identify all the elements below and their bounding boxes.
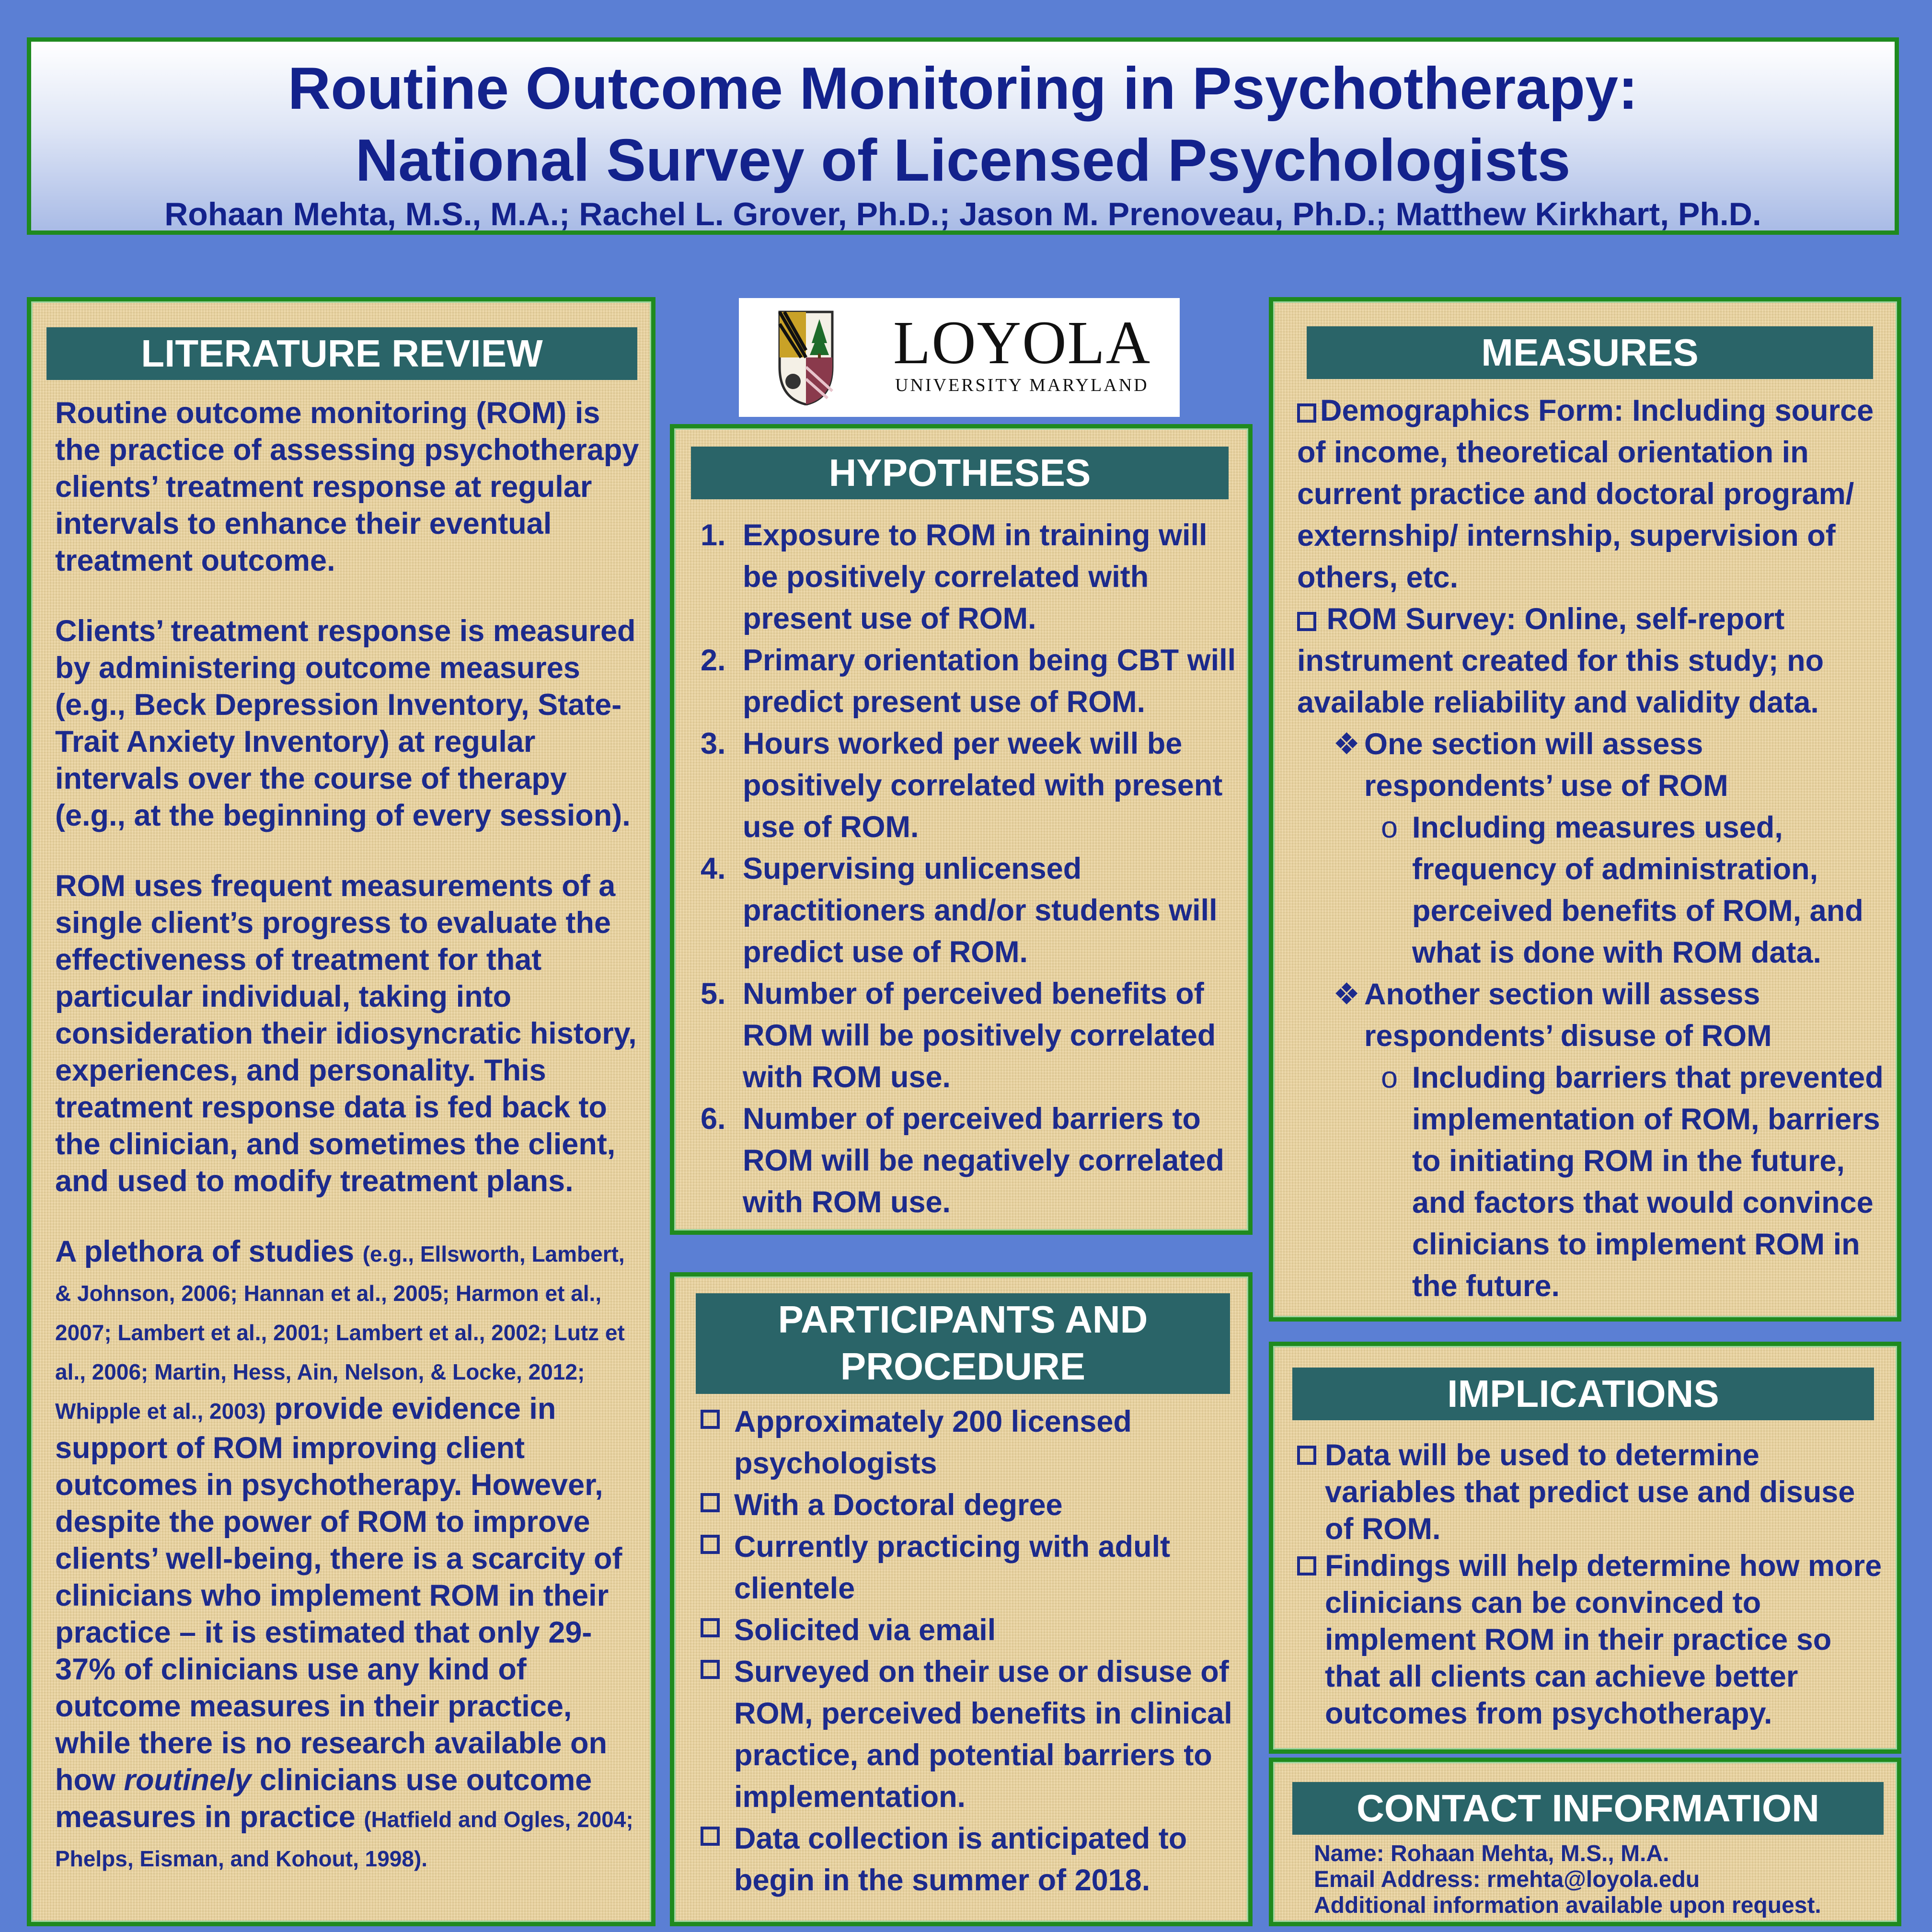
participants-list <box>701 1401 1237 1901</box>
contact-email[interactable]: Email Address: rmehta@loyola.edu <box>1314 1867 1700 1892</box>
lit-paragraph-4 <box>55 1233 642 1877</box>
hypothesis-item: 6. Number of perceived barriers to ROM will be negatively correlated with ROM use. <box>701 1102 1224 1219</box>
measure-subsubitem: o Including barriers that prevented implementation of ROM, barriers to initiating ROM in the future, and factors that would convince clinicians to implement ROM in the future. <box>1297 1057 1891 1307</box>
hypothesis-item: 4. Supervising unlicensed practitioners and/or students will predict use of ROM. <box>701 852 1218 969</box>
participant-item: Data collection is anticipated to begin in the summer of 2018. <box>701 1818 1237 1901</box>
contact-heading: CONTACT INFORMATION <box>1292 1782 1884 1835</box>
checkbox-icon <box>701 1827 720 1846</box>
checkbox-icon <box>701 1618 720 1637</box>
measures-heading: MEASURES <box>1307 326 1873 379</box>
hypothesis-item: 2. Primary orientation being CBT will predict present use of ROM. <box>701 644 1236 719</box>
lit-paragraph-2: Clients’ treatment response is measured by administering outcome measures (e.g., Beck Depression Inventory, State-Trait Anxiety Inventory) at regular intervals over the course of therapy (e.g., at the beginning of every session). <box>55 614 636 832</box>
hypotheses-panel <box>670 424 1253 1235</box>
poster-title-line1: Routine Outcome Monitoring in Psychotherapy: <box>288 56 1638 122</box>
measure-item: ROM Survey: Online, self-report instrument created for this study; no available reliability and validity data. <box>1297 602 1824 719</box>
participants-panel <box>670 1272 1253 1926</box>
contact-name: Name: Rohaan Mehta, M.S., M.A. <box>1314 1841 1669 1866</box>
checkbox-icon <box>1297 1556 1316 1576</box>
lit-p4-body: provide evidence in support of ROM improving client outcomes in psychotherapy. However, despite the power of ROM to improve clients’ well-being, there is a scarcity of clinicians who implement ROM in their practice – it is estimated that only 29-37% of clinicians use any kind of outcome measures in their practice, while there is no research available on how <box>55 1392 622 1797</box>
lit-p4-citation: (e.g., Ellsworth, Lambert, & Johnson, 2006; Hannan et al., 2005; Harmon et al., 2007; Lambert et al., 2001; Lambert et al., 2002; Lutz et al., 2006; Martin, Hess, Ain, Nelson, & Locke, 2012; Whipple et al., 2003) <box>55 1242 625 1424</box>
hypotheses-list <box>701 515 1237 1223</box>
implications-heading: IMPLICATIONS <box>1292 1368 1874 1420</box>
lit-paragraph-3: ROM uses frequent measurements of a single client’s progress to evaluate the effectiveness of treatment for that particular individual, taking into consideration their idiosyncratic history, experiences, and personality. This treatment response data is fed back to the clinician, and sometimes the client, and used to modify treatment plans. <box>55 869 637 1198</box>
checkbox-icon <box>701 1410 720 1429</box>
checkbox-icon <box>701 1493 720 1512</box>
implication-item: Data will be used to determine variables that predict use and disuse of ROM. <box>1297 1437 1891 1548</box>
contact-panel <box>1269 1758 1901 1926</box>
participant-item: Solicited via email <box>701 1610 1237 1651</box>
logo-subtitle: UNIVERSITY MARYLAND <box>895 375 1149 395</box>
participant-item: Approximately 200 licensed psychologists <box>701 1401 1237 1484</box>
checkbox-icon <box>1297 1446 1316 1465</box>
measure-item: Demographics Form: Including source of income, theoretical orientation in current practice and doctoral program/ externship/ internship, supervision of others, etc. <box>1297 394 1874 594</box>
hypothesis-item: 1. Exposure to ROM in training will be positively correlated with present use of ROM. <box>701 518 1208 635</box>
literature-review-panel <box>27 297 656 1926</box>
lit-p4-end: clinicians use outcome measures in practice <box>55 1763 592 1834</box>
participants-heading: PARTICIPANTS AND PROCEDURE <box>696 1293 1230 1394</box>
participant-item: Currently practicing with adult clientele <box>701 1526 1237 1610</box>
checkbox-icon <box>1297 612 1316 631</box>
poster-title-line2: National Survey of Licensed Psychologists <box>355 127 1571 194</box>
measures-text <box>1297 390 1891 1307</box>
lit-paragraph-1: Routine outcome monitoring (ROM) is the practice of assessing psychotherapy clients’ treatment response at regular intervals to enhance their eventual treatment outcome. <box>55 396 639 577</box>
measure-subitem: ❖ One section will assess respondents’ use of ROM <box>1297 724 1891 807</box>
measure-subitem: ❖ Another section will assess respondents’ disuse of ROM <box>1297 974 1891 1057</box>
implications-panel <box>1269 1342 1901 1754</box>
contact-text <box>1314 1841 1889 1919</box>
diamond-bullet-icon: ❖ <box>1333 978 1360 1011</box>
hypothesis-item: 5. Number of perceived benefits of ROM will be positively correlated with ROM use. <box>701 977 1216 1094</box>
literature-review-text <box>55 395 642 1877</box>
crest-icon <box>777 310 835 405</box>
lit-p4-lead: A plethora of studies <box>55 1235 355 1268</box>
participant-item: With a Doctoral degree <box>701 1484 1237 1526</box>
circle-bullet-icon: o <box>1381 811 1398 844</box>
lit-p4-emphasis: routinely <box>124 1763 252 1797</box>
literature-review-heading: LITERATURE REVIEW <box>46 327 637 380</box>
participant-item: Surveyed on their use or disuse of ROM, perceived benefits in clinical practice, and potential barriers to implementation. <box>701 1651 1237 1818</box>
implications-text <box>1297 1437 1891 1732</box>
checkbox-icon <box>1297 403 1316 423</box>
diamond-bullet-icon: ❖ <box>1333 727 1360 761</box>
title-banner <box>27 37 1899 235</box>
university-logo <box>739 298 1180 417</box>
contact-note: Additional information available upon request. <box>1314 1893 1821 1918</box>
measures-panel <box>1269 297 1901 1322</box>
hypotheses-heading: HYPOTHESES <box>691 447 1229 499</box>
circle-bullet-icon: o <box>1381 1061 1398 1094</box>
implication-item: Findings will help determine how more clinicians can be convinced to implement ROM in their practice so that all clients can achieve better outcomes from psychotherapy. <box>1297 1548 1891 1732</box>
authors: Rohaan Mehta, M.S., M.A.; Rachel L. Grover, Ph.D.; Jason M. Prenoveau, Ph.D.; Matthew Kirkhart, Ph.D. <box>164 196 1761 232</box>
logo-wordmark: LOYOLA <box>893 309 1151 377</box>
lit-p4-citation-2: (Hatfield and Ogles, 2004; Phelps, Eisman, and Kohout, 1998). <box>55 1807 633 1871</box>
hypothesis-item: 3. Hours worked per week will be positively correlated with present use of ROM. <box>701 727 1223 844</box>
checkbox-icon <box>701 1660 720 1679</box>
checkbox-icon <box>701 1535 720 1554</box>
measure-subsubitem: o Including measures used, frequency of administration, perceived benefits of ROM, and what is done with ROM data. <box>1297 807 1891 974</box>
